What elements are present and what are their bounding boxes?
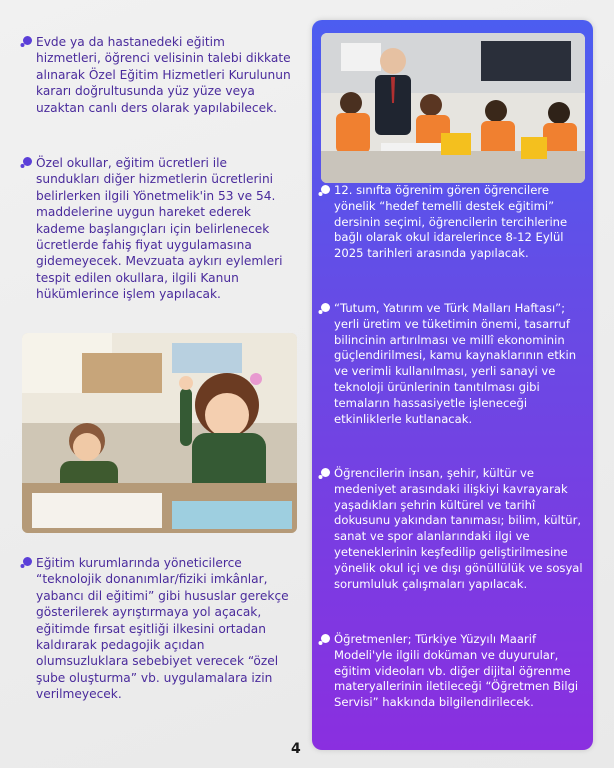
right-paragraph-4 — [318, 632, 586, 711]
bubble-bullet-icon — [20, 156, 33, 169]
classroom-photo-illustration — [22, 333, 297, 533]
right-panel — [312, 20, 593, 750]
bubble-bullet-icon — [318, 302, 331, 315]
left-paragraph-2 — [20, 155, 292, 303]
right-paragraph-1 — [318, 183, 586, 262]
bubble-bullet-icon — [318, 467, 331, 480]
bubble-bullet-icon — [318, 633, 331, 646]
right-paragraph-3 — [318, 466, 586, 592]
bubble-bullet-icon — [318, 184, 331, 197]
right-paragraph-2-text: “Tutum, Yatırım ve Türk Malları Haftası”; yerli üretim ve tüketimin önemi, tasarruf bilincinin artırılması ve millî ekonominin güçlendirilmesi, kamu kaynaklarının etkin ve verimli kullanılması, yerli sanayi ve teknoloji ürünlerinin tanıtılması gibi temaların hassasiyetle işleneceği etkinliklerle kutlanacak. — [334, 301, 577, 426]
classroom-photo — [22, 333, 297, 533]
bubble-bullet-icon — [20, 35, 33, 48]
left-paragraph-1 — [20, 34, 292, 116]
left-paragraph-3-text: Eğitim kurumlarında yöneticilerce “teknolojik donanımlar/fiziki imkânlar, yabancı dil eğitimi” gibi hususlar gerekçe gösterilerek ayrıştırmaya yol açacak, eğitimde fırsat eşitliği ilkesini ortadan kaldırarak pedagojik açıdan olumsuzluklara sebebiyet verecek “özel şube oluşturma” vb. uygulamalara izin verilmeyecek. — [36, 556, 289, 702]
left-paragraph-3 — [20, 555, 292, 703]
page-number: 4 — [291, 741, 301, 757]
right-paragraph-4-text: Öğretmenler; Türkiye Yüzyılı Maarif Modeli'yle ilgili doküman ve duyurular, eğitim videoları vb. diğer dijital öğrenme materyallerinin iletileceği “Öğretmen Bilgi Servisi” hakkında bilgilendirilecek. — [334, 632, 579, 710]
minister-classroom-photo — [321, 33, 585, 183]
minister-classroom-illustration — [321, 33, 585, 183]
right-paragraph-2 — [318, 301, 586, 427]
bubble-bullet-icon — [20, 556, 33, 569]
right-paragraph-3-text: Öğrencilerin insan, şehir, kültür ve medeniyet arasındaki ilişkiyi kavrayarak yaşadıkları şehrin kültürel ve tarihî dokusunu yakından tanıması; bilim, kültür, sanat ve spor alanlarındaki ilgi ve yeteneklerinin keşfedilip geliştirilmesine yönelik okul içi ve dışı gönüllülük ve sosyal sorumluluk çalışmaları yapılacak. — [334, 466, 583, 591]
left-paragraph-1-text: Evde ya da hastanedeki eğitim hizmetleri, öğrenci velisinin talebi dikkate alınarak Özel Eğitim Hizmetleri Kurulunun kararı doğrultusunda yüz yüze veya uzaktan canlı ders olarak yapılabilecek. — [36, 35, 291, 115]
left-paragraph-2-text: Özel okullar, eğitim ücretleri ile sundukları diğer hizmetlerin ücretlerini belirlerken ilgili Yönetmelik'in 53 ve 54. maddelerine uygun hareket ederek kademe başlangıçları için belirlenecek ücretlerde fahiş fiyat uygulamasına gidemeyecek. Mevzuata aykırı eylemleri tespit edilen okullara, ilgili Kanun hükümlerince işlem yapılacak. — [36, 156, 283, 302]
right-paragraph-1-text: 12. sınıfta öğrenim gören öğrencilere yönelik “hedef temelli destek eğitimi” dersinin seçimi, öğrencilerin tercihlerine bağlı olarak okul idarelerince 8-12 Eylül 2025 tarihleri arasında yapılacak. — [334, 183, 568, 261]
